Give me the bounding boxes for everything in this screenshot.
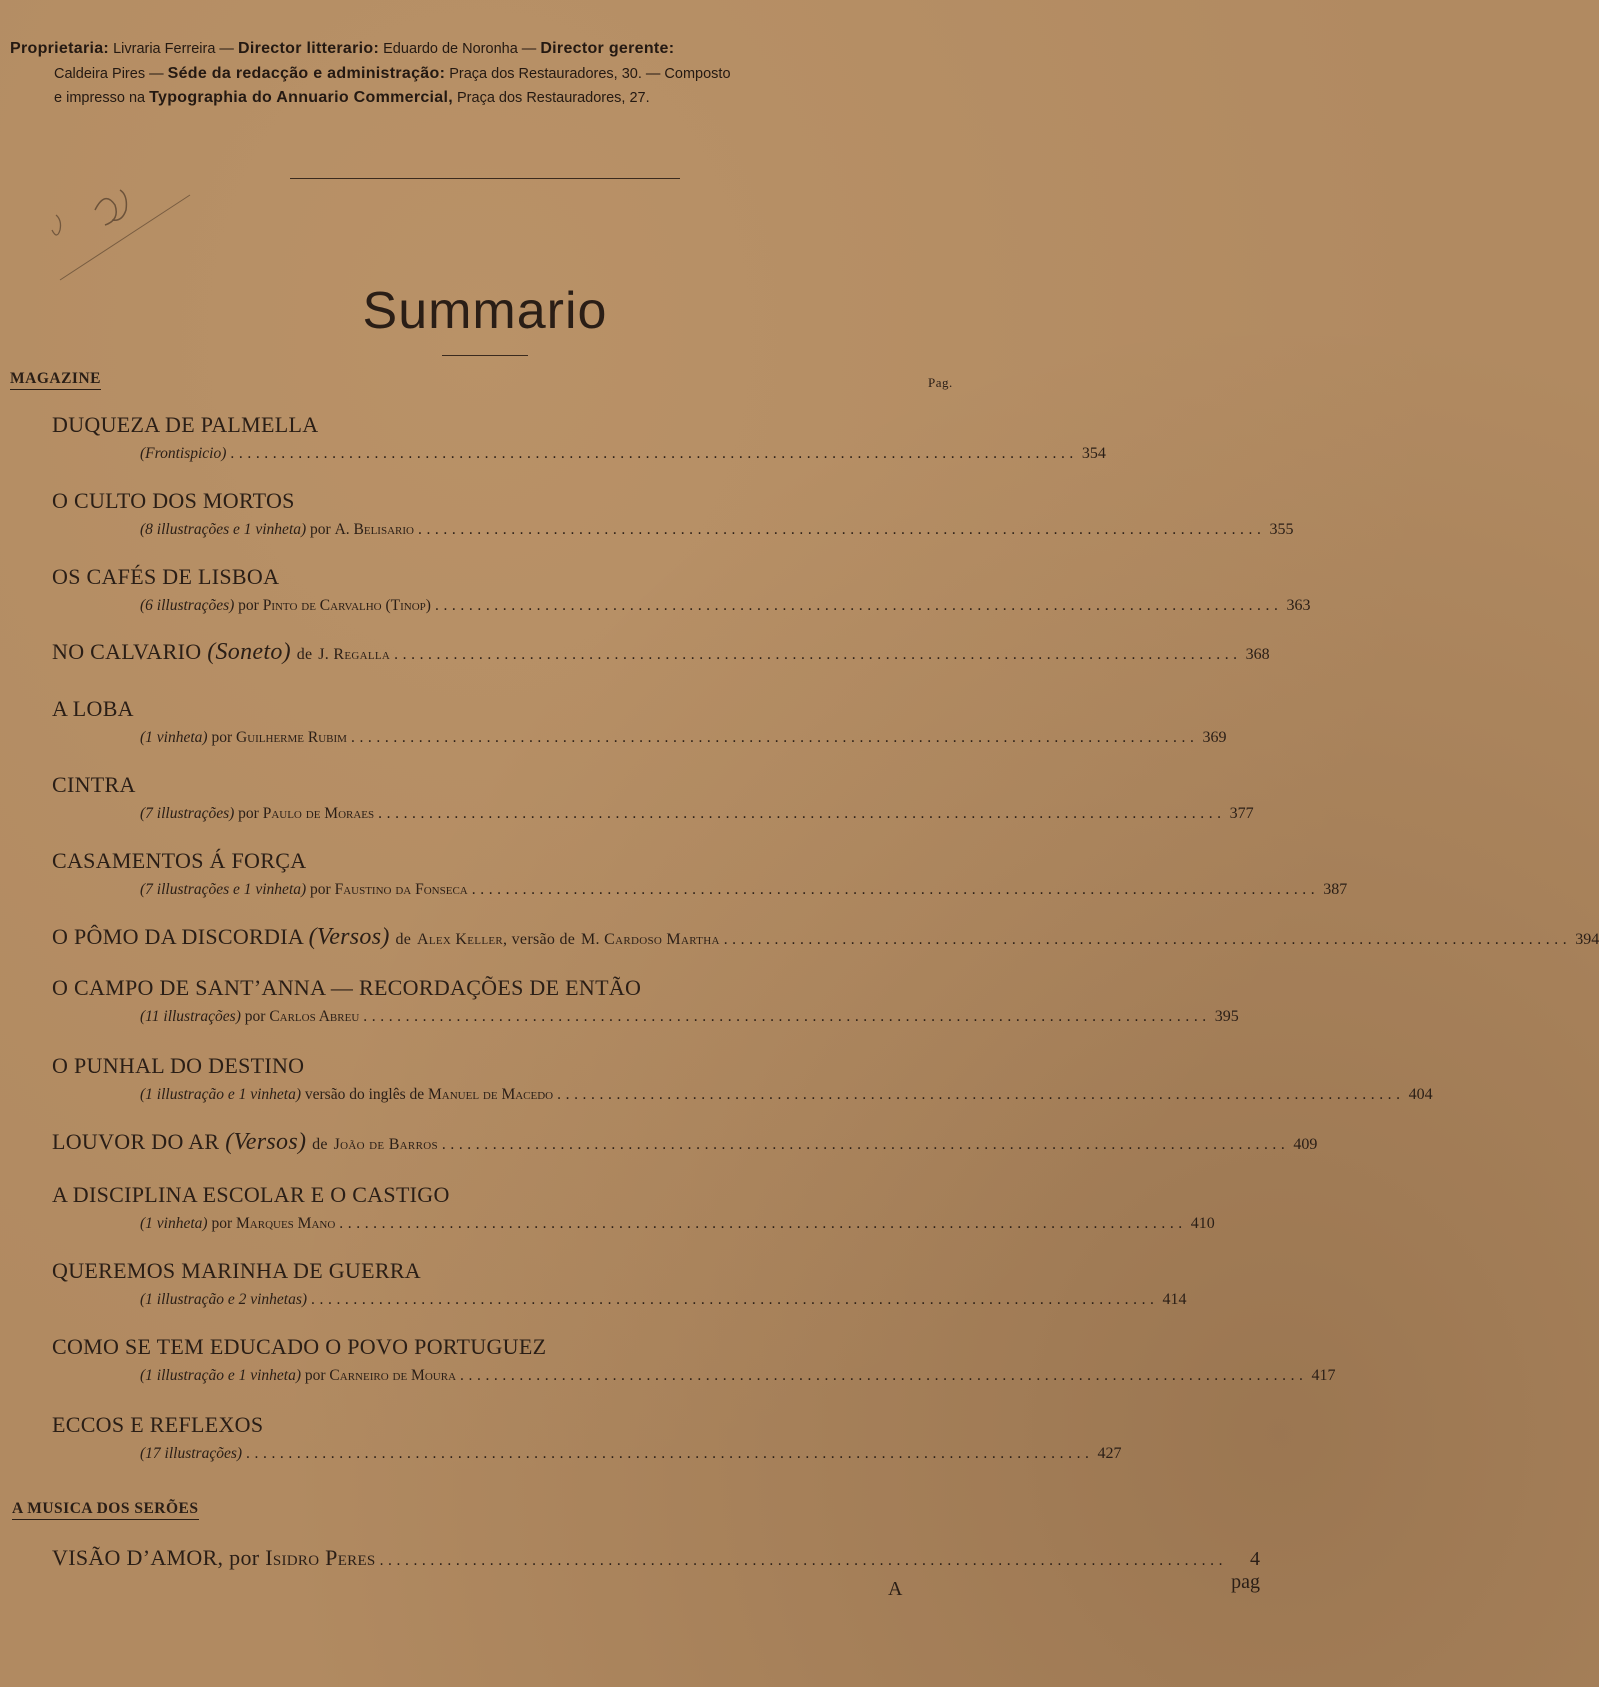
entry-detail xyxy=(140,1085,1433,1105)
toc-entry xyxy=(52,1258,1187,1310)
header-line-1 xyxy=(10,40,1095,58)
section-magazine: MAGAZINE xyxy=(10,370,101,390)
header-key-director-litterario: Director litterario: xyxy=(237,40,380,57)
toc-entry xyxy=(52,975,1239,1027)
pencil-mark-icon xyxy=(40,170,200,290)
entry-title: DUQUEZA DE PALMELLA xyxy=(52,412,319,437)
entry-author: Guilherme Rubim xyxy=(236,729,347,746)
entry-author: Pinto de Carvalho (Tinop) xyxy=(262,597,431,614)
toc-entry xyxy=(52,1334,1336,1386)
header-key-director-gerente: Director gerente: xyxy=(540,40,675,57)
entry-title: ECCOS E REFLEXOS xyxy=(52,1412,264,1437)
toc-entry xyxy=(52,1053,1433,1105)
toc-entry-inline xyxy=(52,924,1599,953)
entry-author: Marques Mano xyxy=(236,1215,336,1232)
entry-title: VISÃO D’AMOR, xyxy=(52,1545,224,1570)
header-value-typographia-address: Praça dos Restauradores, 27. xyxy=(457,90,650,106)
entry-detail xyxy=(140,1444,1122,1464)
leader-dots: .................................................................................................... xyxy=(441,1136,1290,1153)
entry-note: (1 illustração e 1 vinheta) xyxy=(140,1367,301,1384)
leader-dots: .................................................................................................... xyxy=(723,931,1572,948)
entry-detail xyxy=(140,880,1348,900)
leader-dots: .................................................................................................... xyxy=(471,881,1320,898)
entry-title: O CULTO DOS MORTOS xyxy=(52,488,295,513)
entry-detail xyxy=(140,596,1311,616)
entry-title: QUEREMOS MARINHA DE GUERRA xyxy=(52,1258,421,1283)
entry-note: (7 illustrações) xyxy=(140,805,235,822)
entry-by: por xyxy=(229,1545,260,1570)
entry-title: CINTRA xyxy=(52,772,136,797)
toc-entry xyxy=(52,412,1106,464)
entry-title: COMO SE TEM EDUCADO O POVO PORTUGUEZ xyxy=(52,1334,547,1359)
entry-page: 369 xyxy=(1202,729,1227,746)
entry-author: João de Barros xyxy=(333,1136,438,1153)
page-title: Summario xyxy=(362,281,608,340)
entry-kind: (Versos) xyxy=(225,1129,307,1155)
header-key-typographia: Typographia do Annuario Commercial, xyxy=(149,89,453,106)
toc-entry xyxy=(52,1182,1215,1234)
leader-dots: .................................................................................................... xyxy=(378,805,1226,822)
entry-author: A. Belisario xyxy=(334,521,414,538)
header-value-impresso: e impresso na xyxy=(54,90,146,106)
entry-detail xyxy=(140,804,1254,824)
entry-title: O CAMPO DE SANT’ANNA — RECORDAÇÕES DE ENTÃO xyxy=(52,975,642,1000)
entry-note: (1 vinheta) xyxy=(140,1215,208,1232)
entry-page: 394 xyxy=(1575,931,1599,948)
entry-by: versão do inglês de xyxy=(304,1086,425,1103)
header-value-noronha: Eduardo de Noronha — xyxy=(383,41,537,57)
entry-title: OS CAFÉS DE LISBOA xyxy=(52,564,280,589)
entry-author-2: M. Cardoso Martha xyxy=(581,931,720,948)
entry-version-by: , versão de xyxy=(503,931,576,948)
entry-title: CASAMENTOS Á FORÇA xyxy=(52,848,307,873)
entry-note: (1 illustração e 1 vinheta) xyxy=(140,1086,301,1103)
header-value-caldeira: Caldeira Pires — xyxy=(54,66,164,82)
entry-page: 355 xyxy=(1269,521,1294,538)
leader-dots: .................................................................................................... xyxy=(557,1086,1405,1103)
entry-page: 368 xyxy=(1245,646,1270,663)
entry-by: por xyxy=(310,521,331,538)
entry-by: por xyxy=(304,1367,326,1384)
leader-dots: .................................................................................................... xyxy=(417,521,1266,538)
entry-page: 354 xyxy=(1081,445,1106,462)
entry-detail xyxy=(140,1290,1187,1310)
leader-dots: .................................................................................................... xyxy=(394,646,1242,663)
entry-by: de xyxy=(395,931,412,948)
entry-kind: (Soneto) xyxy=(207,639,291,665)
header-value-livraria: Livraria Ferreira — xyxy=(113,41,234,57)
entry-by: de xyxy=(296,646,313,663)
entry-detail xyxy=(140,728,1227,748)
entry-author: J. Regalla xyxy=(318,646,391,663)
entry-detail xyxy=(140,1007,1239,1027)
entry-note: (Frontispicio) xyxy=(140,445,227,462)
entry-title: A LOBA xyxy=(52,696,134,721)
entry-by: de xyxy=(312,1136,328,1153)
entry-author: Alex Keller xyxy=(417,931,504,948)
entry-note: (1 vinheta) xyxy=(140,729,208,746)
toc-entry-musica xyxy=(52,1545,1260,1594)
entry-by: por xyxy=(211,1215,233,1232)
entry-note: (1 illustração e 2 vinhetas) xyxy=(140,1291,308,1308)
leader-dots: .................................................................................................... xyxy=(230,445,1078,462)
entry-title: LOUVOR DO AR xyxy=(52,1129,220,1154)
entry-by: por xyxy=(310,881,331,898)
toc-entry-inline xyxy=(52,1129,1318,1158)
leader-dots: .................................................................................................... xyxy=(311,1291,1159,1308)
leader-dots: .................................................................................................... xyxy=(363,1008,1211,1025)
entry-page: 377 xyxy=(1229,805,1254,822)
toc-entry xyxy=(52,1412,1122,1464)
toc-entry xyxy=(52,772,1254,824)
entry-author: Isidro Peres xyxy=(265,1545,376,1570)
toc-entry xyxy=(52,488,1294,540)
entry-author: Manuel de Macedo xyxy=(427,1086,554,1103)
entry-page: 417 xyxy=(1311,1367,1336,1384)
section-musica: A MUSICA DOS SERÕES xyxy=(12,1500,199,1520)
entry-note: (17 illustrações) xyxy=(140,1445,243,1462)
leader-dots: .................................................................................................... xyxy=(339,1215,1187,1232)
entry-by: por xyxy=(211,729,233,746)
entry-page: 387 xyxy=(1323,881,1348,898)
entry-note: (7 illustrações e 1 vinheta) xyxy=(140,881,307,898)
leader-dots: .................................................................................................... xyxy=(379,1552,1228,1569)
entry-detail xyxy=(140,444,1106,464)
entry-note: (6 illustrações) xyxy=(140,597,235,614)
entry-page: 414 xyxy=(1162,1291,1187,1308)
entry-by: por xyxy=(238,805,259,822)
entry-page: 395 xyxy=(1214,1008,1239,1025)
header-line-3 xyxy=(54,89,1139,107)
entry-page: 404 xyxy=(1408,1086,1433,1103)
entry-author: Carlos Abreu xyxy=(269,1008,360,1025)
entry-page: 363 xyxy=(1286,597,1311,614)
entry-kind: (Versos) xyxy=(308,924,390,950)
entry-title: O PUNHAL DO DESTINO xyxy=(52,1053,305,1078)
title-divider xyxy=(442,355,528,356)
leader-dots: .................................................................................................... xyxy=(350,729,1199,746)
entry-detail xyxy=(140,1366,1336,1386)
entry-page: 409 xyxy=(1293,1136,1318,1153)
toc-entry xyxy=(52,696,1227,748)
entry-author: Paulo de Moraes xyxy=(262,805,375,822)
toc-entry-inline xyxy=(52,639,1270,668)
entry-title: O PÔMO DA DISCORDIA xyxy=(52,924,303,949)
entry-detail xyxy=(140,1214,1215,1234)
leader-dots: .................................................................................................... xyxy=(246,1445,1094,1462)
entry-note: (8 illustrações e 1 vinheta) xyxy=(140,521,307,538)
header-key-sede: Séde da redacção e administração: xyxy=(167,65,446,82)
entry-page: 427 xyxy=(1097,1445,1122,1462)
leader-dots: .................................................................................................... xyxy=(434,597,1283,614)
leader-dots: .................................................................................................... xyxy=(460,1367,1308,1384)
toc-entry xyxy=(52,848,1348,900)
header-line-2 xyxy=(54,65,1139,83)
entry-page: 410 xyxy=(1190,1215,1215,1232)
entry-title: NO CALVARIO xyxy=(52,639,202,664)
entry-title: A DISCIPLINA ESCOLAR E O CASTIGO xyxy=(52,1182,450,1207)
entry-author: Carneiro de Moura xyxy=(329,1367,457,1384)
entry-by: por xyxy=(238,597,259,614)
header-key-proprietaria: Proprietaria: xyxy=(10,40,110,57)
entry-page: 4 pag xyxy=(1231,1548,1260,1593)
header-value-sede-address: Praça dos Restauradores, 30. — Composto xyxy=(449,66,731,82)
entry-by: por xyxy=(244,1008,266,1025)
entry-author: Faustino da Fonseca xyxy=(334,881,468,898)
entry-detail xyxy=(140,520,1294,540)
top-divider xyxy=(290,178,680,179)
toc-entry xyxy=(52,564,1311,616)
page-column-label: Pag. xyxy=(928,375,953,390)
entry-note: (11 illustrações) xyxy=(140,1008,241,1025)
musica-letter: A xyxy=(888,1578,903,1600)
